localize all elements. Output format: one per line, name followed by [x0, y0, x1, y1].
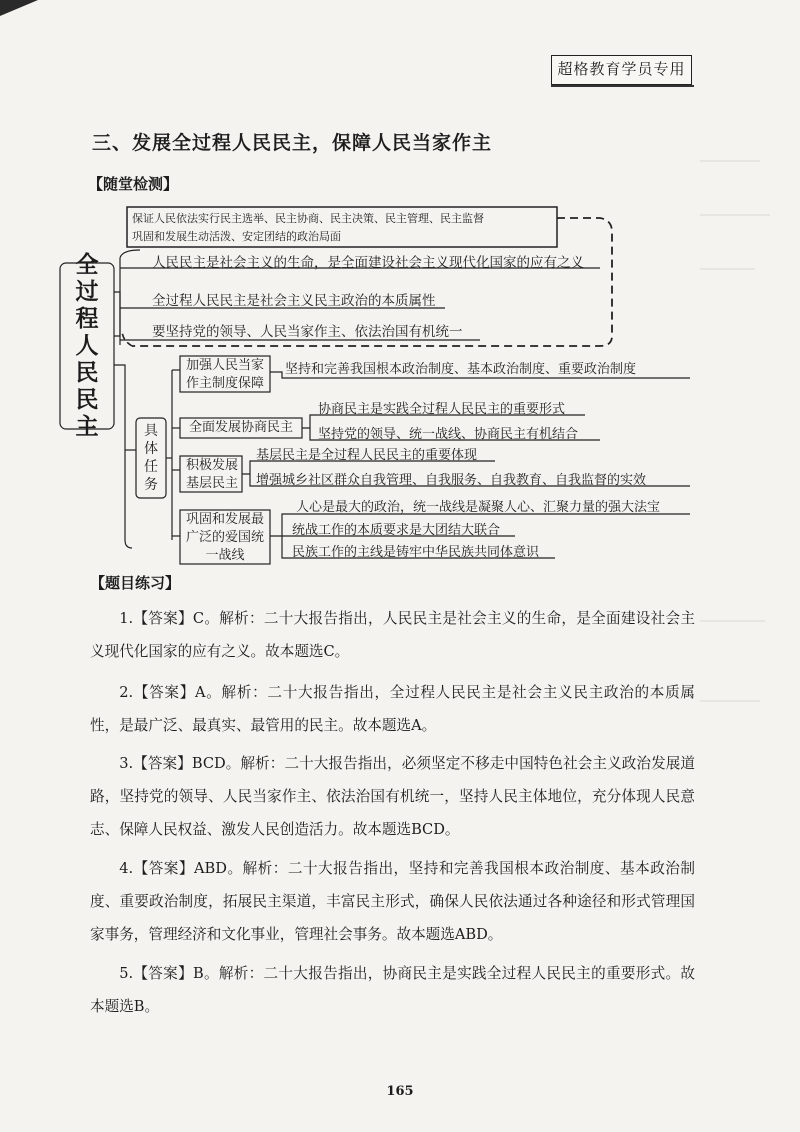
header-badge: 超格教育学员专用 [551, 55, 692, 85]
task-label [182, 511, 268, 565]
diagram-heading: 【随堂检测】 [88, 175, 179, 193]
answer-paragraph: 2.【答案】A。解析：二十大报告指出，全过程人民民主是社会主义民主政治的本质属性，是最广泛、最真实、最管用的民主。故本题选A。 [90, 684, 695, 734]
exercises-heading: 【题目练习】 [90, 574, 181, 592]
task-item: 民族工作的主线是铸牢中华民族共同体意识 [292, 545, 540, 560]
branch-text: 要坚持党的领导、人民当家作主、依法治国有机统一 [152, 324, 463, 340]
page-number: 165 [386, 1084, 414, 1099]
task-label-text: 加强人民当家作主制度保障 [185, 358, 264, 391]
tasks-label [140, 422, 162, 494]
top-box-line2: 巩固和发展生动活泼、安定团结的政治局面 [132, 230, 341, 243]
answer-paragraph: 4.【答案】ABD。解析：二十大报告指出，坚持和完善我国根本政治制度、基本政治制度、重要政治制度，拓展民主渠道，丰富民主形式，确保人民依法通过各种途径和形式管理国家事务，管理经济和文化事业，管理社会事务。故本题选ABD。 [90, 860, 695, 943]
task-item: 协商民主是实践全过程人民民主的重要形式 [318, 402, 566, 417]
task-label [182, 419, 300, 437]
section-title: 三、发展全过程人民民主，保障人民当家作主 [92, 132, 493, 154]
task-item: 统战工作的本质要求是大团结大联合 [292, 523, 501, 538]
root-node-label: 全过程人民民主 [75, 251, 99, 440]
tasks-label-text: 具体任务 [144, 423, 158, 493]
show-through-line [700, 700, 760, 702]
task-label-text: 巩固和发展最广泛的爱国统一战线 [185, 512, 264, 563]
task-item: 增强城乡社区群众自我管理、自我服务、自我教育、自我监督的实效 [256, 473, 647, 488]
task-label-text: 积极发展基层民主 [185, 458, 238, 491]
show-through-line [700, 620, 765, 622]
branch-text: 人民民主是社会主义的生命，是全面建设社会主义现代化国家的应有之义 [152, 255, 584, 271]
branch-text: 全过程人民民主是社会主义民主政治的本质属性 [152, 293, 436, 309]
task-label [184, 457, 240, 493]
answer-paragraph: 1.【答案】C。解析：二十大报告指出，人民民主是社会主义的生命，是全面建设社会主义现代化国家的应有之义。故本题选C。 [90, 610, 695, 660]
task-item: 基层民主是全过程人民民主的重要体现 [256, 448, 478, 463]
top-box-line1: 保证人民依法实行民主选举、民主协商、民主决策、民主管理、民主监督 [132, 212, 484, 225]
answer-paragraph: 5.【答案】B。解析：二十大报告指出，协商民主是实践全过程人民民主的重要形式。故本题选B。 [90, 965, 695, 1015]
answer-paragraph: 3.【答案】BCD。解析：二十大报告指出，必须坚定不移走中国特色社会主义政治发展道路，坚持党的领导、人民当家作主、依法治国有机统一，坚持人民主体地位，充分体现人民意志、保障人民权益、激发人民创造活力。故本题选BCD。 [90, 755, 695, 838]
root-node [60, 251, 114, 440]
task-item: 人心是最大的政治，统一战线是凝聚人心、汇聚力量的强大法宝 [296, 500, 661, 515]
task-label-text: 全面发展协商民主 [188, 420, 293, 435]
task-label [182, 357, 268, 393]
task-item: 坚持和完善我国根本政治制度、基本政治制度、重要政治制度 [285, 362, 637, 377]
task-item: 坚持党的领导、统一战线、协商民主有机结合 [318, 427, 579, 442]
